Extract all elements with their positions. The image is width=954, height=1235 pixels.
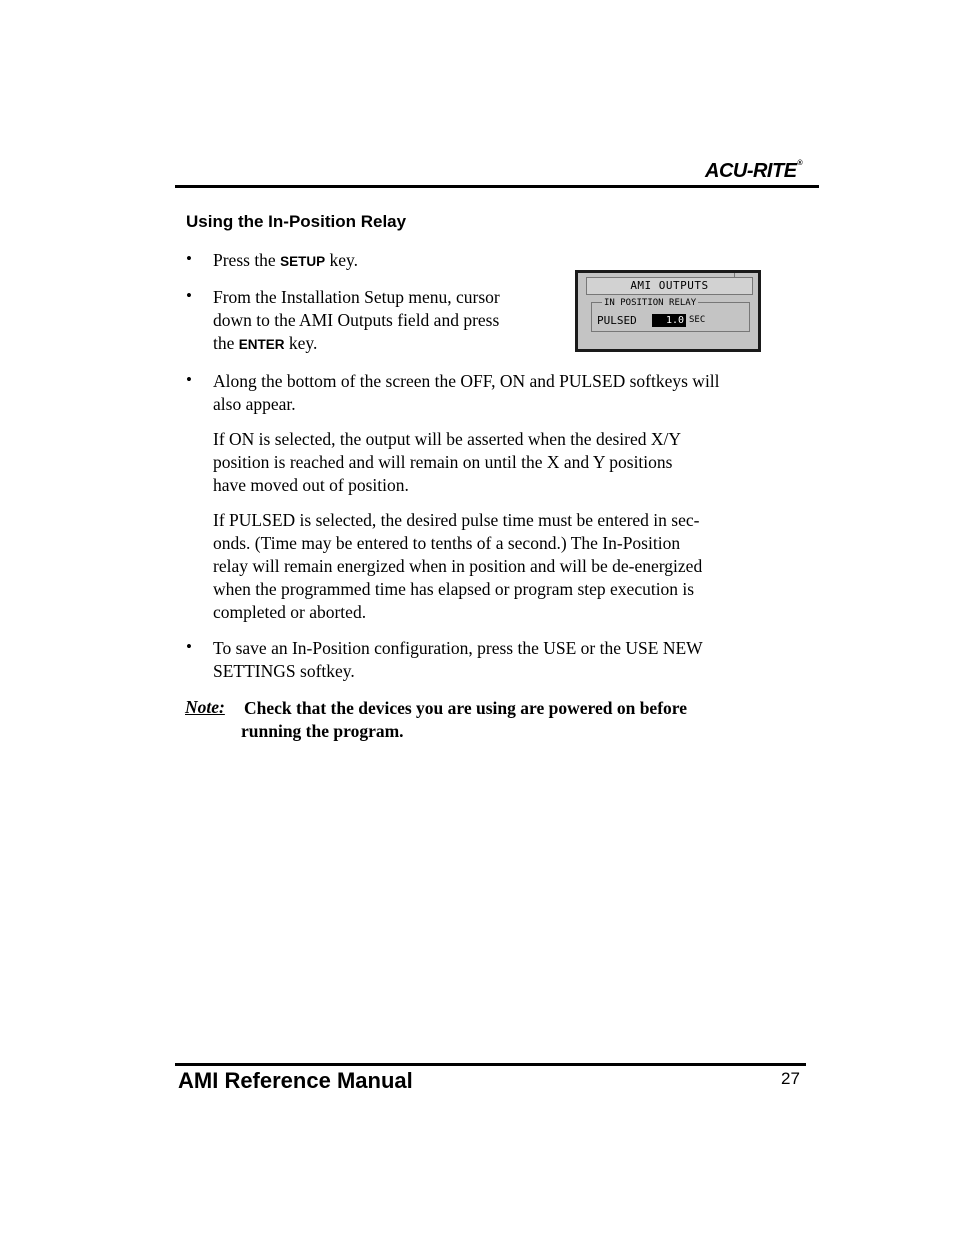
enter-key-label: ENTER	[238, 337, 285, 352]
note-line: Check that the devices you are using are powered on before	[244, 698, 687, 718]
bullet-save-config	[213, 637, 703, 683]
paragraph-line: completed or aborted.	[213, 602, 367, 622]
note-text	[241, 697, 687, 743]
paragraph-line: If PULSED is selected, the desired pulse time must be entered in sec-	[213, 510, 700, 530]
footer-title: AMI Reference Manual	[178, 1068, 413, 1093]
header-rule	[175, 185, 819, 188]
screen-title: AMI OUTPUTS	[586, 277, 753, 295]
bullet-line: From the Installation Setup menu, cursor	[213, 287, 500, 307]
paragraph-line: relay will remain energized when in position and will be de-energized	[213, 556, 703, 576]
bullet-text: Press the	[213, 250, 281, 270]
bullet-marker: •	[186, 249, 192, 268]
brand-name: ACU-RITE	[705, 160, 797, 182]
bullet-marker: •	[186, 637, 192, 656]
paragraph-line: position is reached and will remain on until the X and Y positions	[213, 452, 673, 472]
section-heading: Using the In-Position Relay	[186, 212, 407, 231]
ami-outputs-screen	[575, 270, 761, 352]
bullet-line: also appear.	[213, 394, 296, 414]
paragraph-line: when the programmed time has elapsed or program step execution is	[213, 579, 695, 599]
screen-mode: PULSED	[597, 314, 637, 327]
paragraph-line: If ON is selected, the output will be asserted when the desired X/Y	[213, 429, 681, 449]
screen-group-label: IN POSITION RELAY	[604, 298, 697, 308]
bullet-softkeys	[213, 370, 720, 416]
acu-rite-logo	[705, 160, 802, 183]
registered-mark: ®	[797, 160, 803, 167]
bullet-text: the	[213, 333, 239, 353]
bullet-setup	[213, 249, 358, 273]
screen-unit: SEC	[689, 315, 706, 325]
bullet-line: Along the bottom of the screen the OFF, ON and PULSED softkeys will	[213, 371, 720, 391]
note-line: running the program.	[241, 721, 404, 741]
bullet-marker: •	[186, 286, 192, 305]
setup-key-label: SETUP	[280, 254, 326, 269]
bullet-ami-outputs	[213, 286, 500, 356]
note-label: Note:	[185, 697, 225, 717]
bullet-line	[213, 332, 500, 356]
footer-rule	[175, 1063, 806, 1066]
screen-display	[578, 273, 758, 349]
bullet-line: SETTINGS softkey.	[213, 661, 355, 681]
paragraph-line: have moved out of position.	[213, 475, 409, 495]
paragraph-pulsed-selected	[213, 509, 702, 624]
bullet-line: To save an In-Position configuration, press the USE or the USE NEW	[213, 638, 703, 658]
bullet-line: down to the AMI Outputs field and press	[213, 310, 500, 330]
screen-value-field: 1.0	[652, 314, 686, 327]
paragraph-on-selected	[213, 428, 681, 497]
page-number: 27	[781, 1069, 800, 1088]
paragraph-line: onds. (Time may be entered to tenths of a second.) The In-Position	[213, 533, 681, 553]
bullet-text: key.	[284, 333, 318, 353]
bullet-text: key.	[325, 250, 358, 270]
bullet-marker: •	[186, 370, 192, 389]
